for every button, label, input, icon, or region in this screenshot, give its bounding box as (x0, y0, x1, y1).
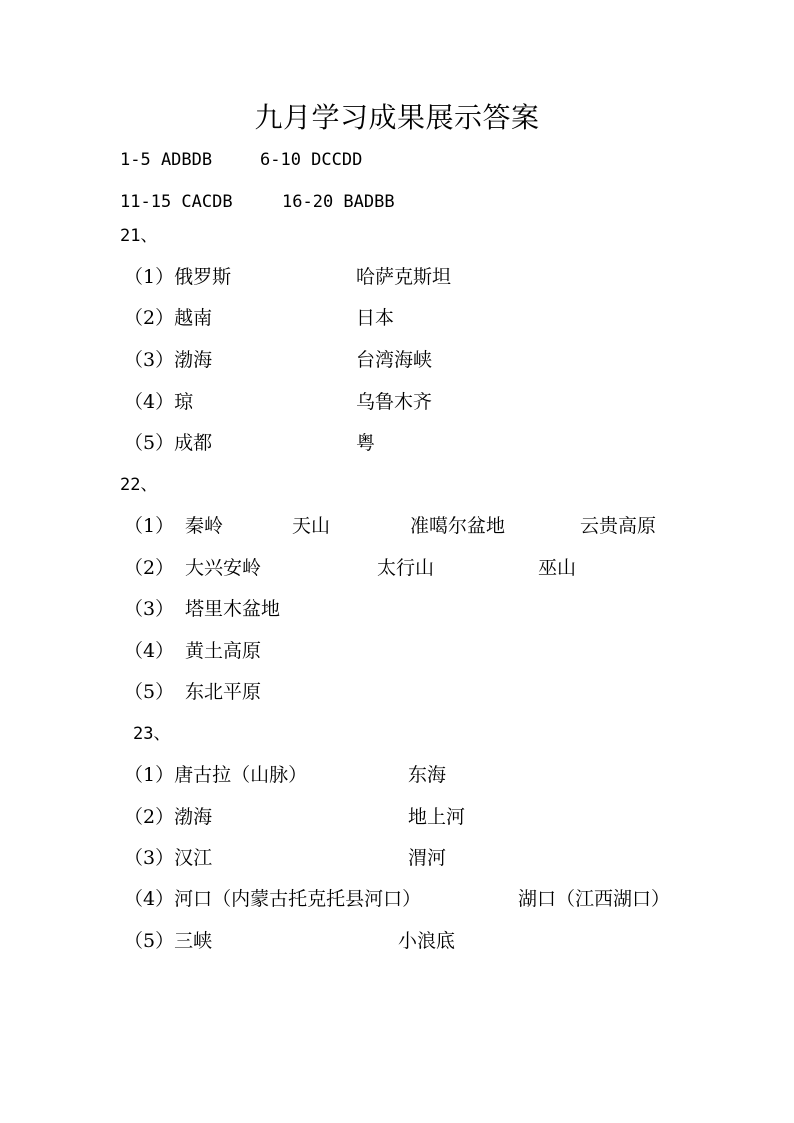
q23-item-5-answer: 小浪底 (398, 930, 456, 952)
q22-item-2-answer-1: 大兴安岭 (185, 557, 262, 579)
q23-item-5-label: （5）三峡 (124, 930, 213, 952)
q22-item-5-num: （5） (124, 681, 175, 703)
mc-answers-1-5: 1-5 ADBDB (120, 150, 213, 170)
q22-item-1-answer-4: 云贵高原 (580, 515, 657, 537)
q23-item-4-label: （4）河口（内蒙古托克托县河口） (124, 888, 422, 910)
q23-item-3-label: （3）汉江 (124, 847, 213, 869)
q21-item-3-answer: 台湾海峡 (356, 349, 433, 371)
page-title: 九月学习成果展示答案 (254, 101, 540, 134)
q22-item-5-answer-1: 东北平原 (185, 681, 262, 703)
q21-item-1-label: （1）俄罗斯 (124, 266, 232, 288)
q23-heading: 23、 (133, 724, 171, 744)
q21-item-5-label: （5）成都 (124, 432, 213, 454)
q22-item-1-answer-3: 准噶尔盆地 (410, 515, 506, 537)
q21-item-1-answer: 哈萨克斯坦 (356, 266, 452, 288)
q21-item-5-answer: 粤 (356, 432, 376, 454)
q21-item-4-label: （4）琼 (124, 391, 194, 413)
q22-item-2-answer-3: 巫山 (538, 557, 577, 579)
q22-item-4-answer-1: 黄土高原 (185, 640, 262, 662)
mc-answers-11-15: 11-15 CACDB (120, 192, 233, 212)
q22-item-2-num: （2） (124, 557, 175, 579)
q23-item-2-label: （2）渤海 (124, 806, 213, 828)
q22-item-1-answer-2: 天山 (292, 515, 331, 537)
q23-item-1-answer: 东海 (408, 764, 447, 786)
q23-item-2-answer: 地上河 (408, 806, 466, 828)
q22-item-3-num: （3） (124, 598, 175, 620)
q21-item-4-answer: 乌鲁木齐 (356, 391, 433, 413)
q21-item-2-label: （2）越南 (124, 307, 213, 329)
q22-item-1-answer-1: 秦岭 (185, 515, 224, 537)
q23-item-3-answer: 渭河 (408, 847, 447, 869)
mc-answers-6-10: 6-10 DCCDD (260, 150, 363, 170)
q21-item-3-label: （3）渤海 (124, 349, 213, 371)
q23-item-4-answer: 湖口（江西湖口） (518, 888, 671, 910)
q22-item-2-answer-2: 太行山 (377, 557, 435, 579)
q22-item-4-num: （4） (124, 640, 175, 662)
q22-item-1-num: （1） (124, 515, 175, 537)
mc-answers-16-20: 16-20 BADBB (282, 192, 395, 212)
q22-heading: 22、 (120, 475, 158, 495)
q21-item-2-answer: 日本 (356, 307, 395, 329)
q21-heading: 21、 (120, 226, 158, 246)
q23-item-1-label: （1）唐古拉（山脉） (124, 764, 308, 786)
q22-item-3-answer-1: 塔里木盆地 (185, 598, 281, 620)
